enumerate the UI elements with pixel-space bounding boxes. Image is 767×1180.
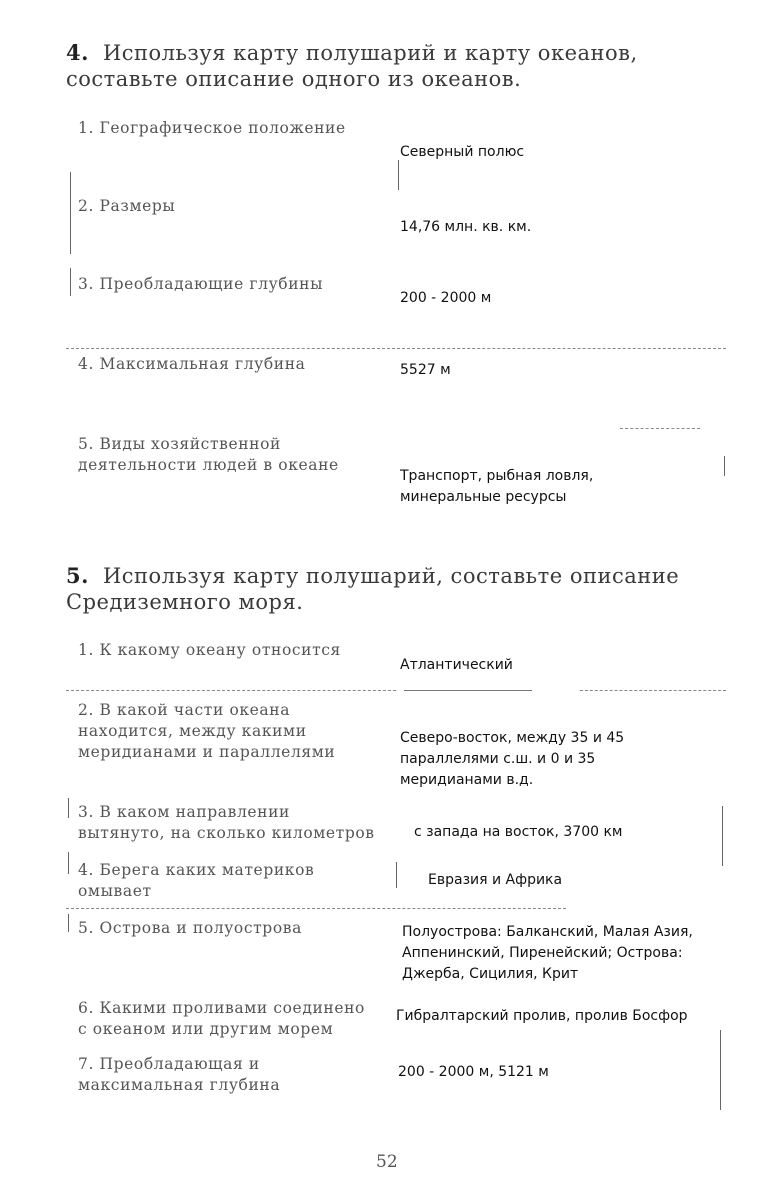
task-5-row-3-label: 3. В каком направлении вытянуто, на сколько километров [78, 803, 375, 842]
task-5-row-5-label: 5. Острова и полуострова [78, 919, 302, 937]
task-5-number: 5. [66, 563, 89, 588]
task-5-row-6-label: 6. Какими проливами соединено с океаном или другим морем [78, 999, 365, 1038]
task-4-divider [398, 160, 399, 190]
task-4-row-5-label: 5. Виды хозяйственной деятельности людей в океане [78, 435, 339, 474]
task-5-row-2-label: 2. В какой части океана находится, между какими меридианами и параллелями [78, 701, 336, 761]
task-5-row-2-answer: Северо-восток, между 35 и 45 параллелями с.ш. и 0 и 35 меридианами в.д. [400, 730, 625, 788]
task-4-row-4-label: 4. Максимальная глубина [78, 355, 306, 373]
task-4-row-3-label: 3. Преобладающие глубины [78, 275, 324, 293]
task-5-row-1-answer: Атлантический [400, 657, 513, 673]
task-4-row-2-answer: 14,76 млн. кв. км. [400, 219, 532, 235]
task-5-left-border-2 [68, 852, 69, 874]
task-5-left-border-1 [68, 798, 69, 818]
task-5-separator-1c [580, 690, 726, 692]
task-4-left-border [70, 172, 71, 254]
task-4-row-1-answer: Северный полюс [400, 144, 525, 160]
task-4-row-3-answer: 200 - 2000 м [400, 290, 492, 306]
task-5-row-5-answer: Полуострова: Балканский, Малая Азия, Аппенинский, Пиренейский; Острова: Джерба, Сицилия, Крит [402, 924, 693, 982]
task-5-row-4-answer: Евразия и Африка [428, 872, 563, 888]
task-5-separator-4 [66, 908, 566, 910]
task-4-number: 4. [66, 40, 89, 65]
task-5-heading [66, 563, 731, 615]
task-5-separator-1 [66, 690, 396, 692]
page-number: 52 [376, 1152, 398, 1172]
task-5-right-border-2 [720, 1030, 721, 1110]
task-4-row-2-label: 2. Размеры [78, 197, 176, 215]
task-4-row-separator-2 [620, 428, 700, 430]
task-4-left-border-2 [70, 268, 71, 296]
task-5-row-7-answer: 200 - 2000 м, 5121 м [398, 1064, 549, 1080]
task-5-left-border-3 [68, 914, 69, 932]
task-5-row-3-answer: с запада на восток, 3700 км [414, 824, 623, 840]
task-5-title: Используя карту полушарий, составьте описание Средиземного моря. [66, 564, 680, 614]
task-5-row-6-answer: Гибралтарский пролив, пролив Босфор [396, 1008, 688, 1024]
task-4-row-5-answer: Транспорт, рыбная ловля, минеральные ресурсы [400, 468, 594, 505]
task-5-divider [396, 862, 397, 888]
task-4-right-border [724, 456, 725, 476]
task-4-heading [66, 40, 731, 92]
task-5-right-border-1 [722, 806, 723, 866]
task-4-row-1-label: 1. Географическое положение [78, 119, 346, 137]
task-5-row-1-label: 1. К какому океану относится [78, 641, 341, 659]
task-5-row-4-label: 4. Берега каких материков омывает [78, 861, 315, 900]
task-4-row-separator [66, 348, 726, 350]
task-5-row-7-label: 7. Преобладающая и максимальная глубина [78, 1055, 281, 1094]
task-5-separator-1b [404, 690, 532, 691]
task-4-row-4-answer: 5527 м [400, 362, 451, 378]
task-4-title: Используя карту полушарий и карту океанов, составьте описание одного из океанов. [66, 41, 638, 91]
